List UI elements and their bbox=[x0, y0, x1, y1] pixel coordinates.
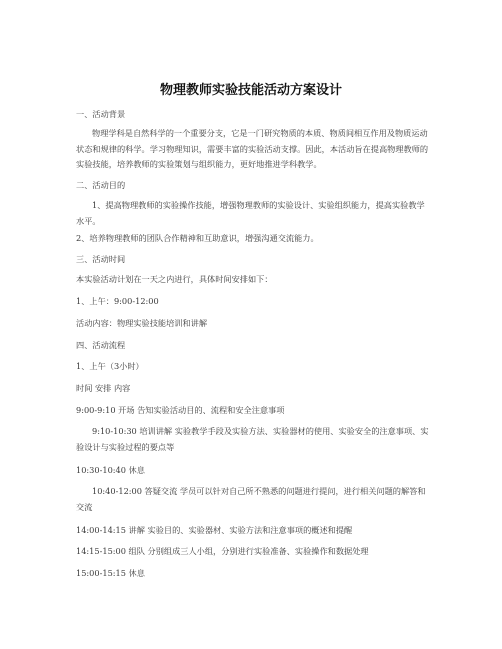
section-heading: 三、活动时间 bbox=[76, 254, 126, 264]
schedule-row: 10:40-12:00 答疑交流 学员可以针对自己所不熟悉的问题进行提问，进行相关问题的解答和交流 bbox=[76, 486, 426, 512]
paragraph: 1、提高物理教师的实验操作技能，增强物理教师的实验设计、实验组织能力，提高实验教学水平。 bbox=[76, 200, 425, 226]
schedule-row: 10:30-10:40 休息 bbox=[76, 465, 145, 475]
section-heading: 二、活动目的 bbox=[76, 180, 126, 190]
table-header: 时间 安排 内容 bbox=[76, 383, 131, 393]
paragraph: 物理学科是自然科学的一个重要分支，它是一门研究物质的本质、物质间相互作用及物质运动状态和规律的科学。学习物理知识，需要丰富的实验活动支撑。因此，本活动旨在提高物理教师的实验技能，培养教师的实验策划与组织能力，更好地推进学科教学。 bbox=[76, 128, 429, 169]
document-title: 物理教师实验技能活动方案设计 bbox=[159, 83, 342, 98]
schedule-row: 14:15-15:00 组队 分别组成三人小组，分别进行实验准备、实验操作和数据处理 bbox=[76, 546, 369, 556]
schedule-row: 14:00-14:15 讲解 实验目的、实验器材、实验方法和注意事项的概述和提醒 bbox=[76, 525, 353, 535]
paragraph: 2、培养物理教师的团队合作精神和互助意识，增强沟通交流能力。 bbox=[76, 233, 319, 243]
paragraph: 活动内容：物理实验技能培训和讲解 bbox=[76, 318, 208, 328]
section-heading: 四、活动流程 bbox=[76, 340, 126, 350]
schedule-row: 15:00-15:15 休息 bbox=[76, 568, 145, 578]
section-heading: 一、活动背景 bbox=[76, 109, 126, 119]
paragraph: 本实验活动计划在一天之内进行，具体时间安排如下： bbox=[76, 274, 273, 284]
paragraph: 1、上午（3小时） bbox=[76, 361, 144, 371]
schedule-row: 9:10-10:30 培训讲解 实验教学手段及实验方法、实验器材的使用、实验安全的注意事项、实验设计与实验过程的要点等 bbox=[76, 426, 429, 452]
paragraph: 1、上午：9:00-12:00 bbox=[76, 296, 159, 306]
schedule-row: 9:00-9:10 开场 告知实验活动目的、流程和安全注意事项 bbox=[76, 405, 285, 415]
